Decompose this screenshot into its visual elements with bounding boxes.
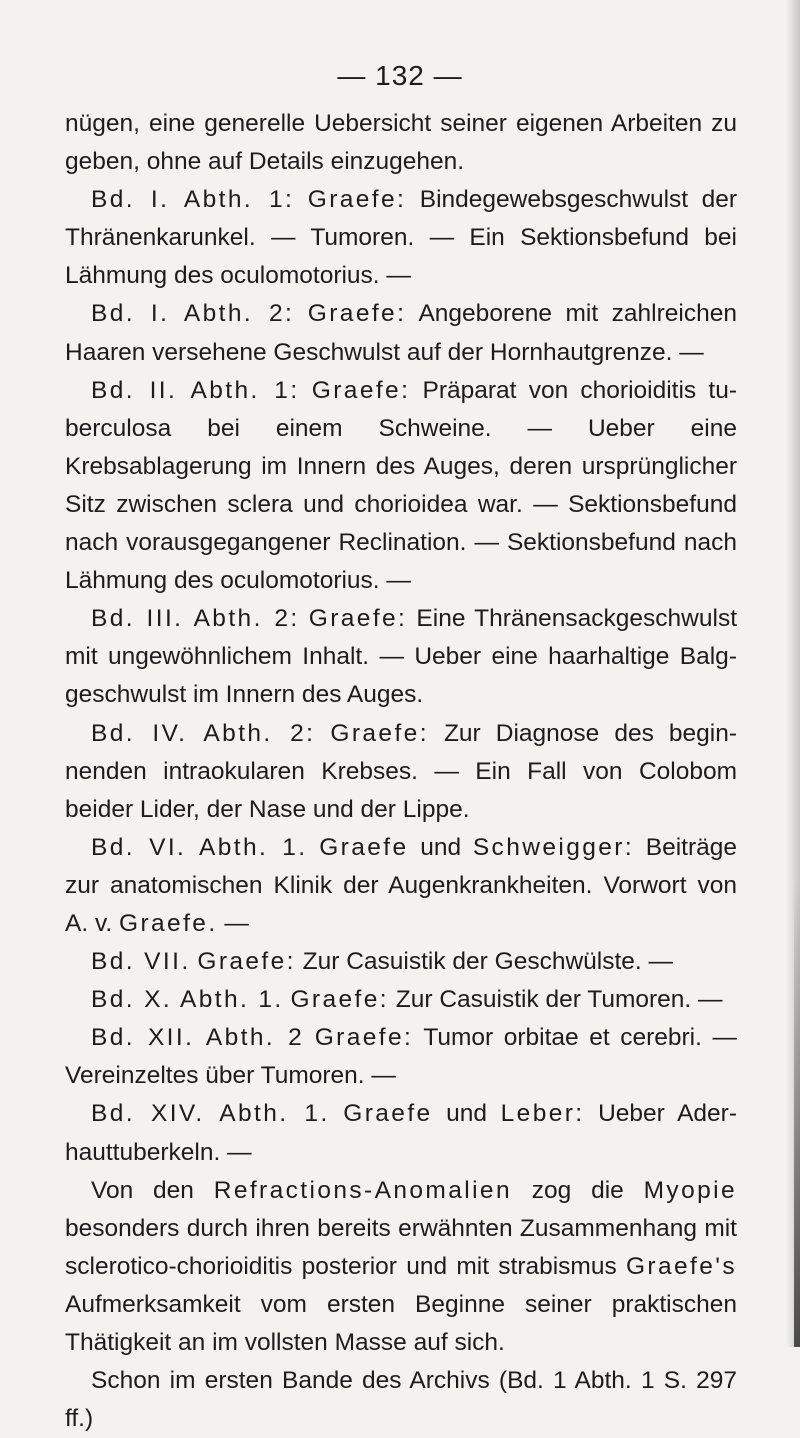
spaced-text-run: Graefe:: [307, 186, 407, 214]
page-edge-dark: [794, 880, 800, 1347]
text-run: Ueber Aderhauttuberkeln. —: [65, 1100, 737, 1166]
spaced-text-run: Graefe:: [290, 986, 389, 1014]
spaced-text-run: Graefe:: [330, 719, 429, 747]
body-text: [65, 105, 737, 1438]
text-run: Zur Casuistik der Geschwülste. —: [295, 948, 674, 976]
text-run: Aufmerksamkeit vom ersten Beginne seiner praktischen Thätigkeit an im vollsten Masse auf sich.: [65, 1290, 737, 1356]
text-run: [304, 1024, 315, 1051]
paragraph-bd-6-abth-1: [65, 829, 737, 943]
text-run: Von den: [91, 1176, 214, 1204]
spaced-text-run: Bd. XIV. Abth. 1.: [91, 1100, 330, 1128]
text-run: und: [408, 833, 473, 861]
spaced-text-run: Bd. VI. Abth. 1.: [91, 833, 308, 861]
spaced-text-run: Graefe.: [119, 909, 218, 937]
paragraph-bd-7: [65, 943, 737, 981]
spaced-text-run: Graefe:: [307, 300, 407, 328]
spaced-text-run: Graefe: [343, 1100, 433, 1128]
text-run: [308, 834, 320, 861]
spaced-text-run: Graefe:: [311, 376, 411, 404]
text-run: [315, 720, 330, 747]
paragraph-archive-reference: [65, 1362, 737, 1438]
text-run: nügen, eine generelle Uebersicht seiner eigenen Arbeiten zu geben, ohne auf Details einzugehen.: [65, 110, 737, 176]
paragraph-bd-1-abth-1: [65, 181, 737, 295]
text-run: [294, 300, 308, 327]
page-number: — 132 —: [337, 60, 463, 91]
spaced-text-run: Bd. I. Abth. 2:: [91, 300, 295, 328]
paragraph-bd-10-abth-1: [65, 981, 737, 1019]
spaced-text-run: Graefe: [319, 833, 409, 861]
text-run: Bindegewebsgeschwulst der Thränenkarunkel. — Tumoren. — Ein Sektionsbefund bei Lähmung des oculomotorius. —: [65, 186, 737, 290]
spaced-text-run: Myopie: [643, 1176, 737, 1204]
spaced-text-run: Graefe:: [308, 605, 408, 633]
spaced-text-run: Graefe:: [197, 948, 296, 976]
text-run: [294, 186, 308, 213]
paragraph-bd-14-abth-1: [65, 1095, 737, 1171]
spaced-text-run: Leber:: [500, 1100, 585, 1128]
text-run: [300, 377, 312, 404]
text-run: Präparat von chorioiditis tuberculosa bei einem Schweine. — Ueber eine Krebsablagerung im Innern des Auges, deren ursprünglicher Sitz zwischen sclera und chorioidea war. — Sektionsbefund nach vorausgegangener Reclination. — Sektionsbefund nach Lähmung des oculomotorius. —: [65, 376, 737, 595]
text-run: Beiträge zur anatomischen Klinik der Augenkrankheiten. Vorwort von A. v.: [65, 833, 737, 937]
spaced-text-run: Bd. VII.: [91, 948, 191, 976]
text-run: zog die: [511, 1176, 644, 1204]
spaced-text-run: Bd. II. Abth. 1:: [91, 376, 300, 404]
text-run: Schon im ersten Bande des Archivs (Bd. 1 Abth. 1 S. 297 ff.): [65, 1367, 737, 1433]
text-run: —: [217, 909, 249, 937]
paragraph-bd-1-abth-2: [65, 295, 737, 371]
spaced-text-run: Graefe's: [625, 1252, 737, 1280]
spaced-text-run: Bd. IV. Abth. 2:: [91, 719, 316, 747]
spaced-text-run: Graefe:: [314, 1024, 414, 1052]
spaced-text-run: Bd. I. Abth. 1:: [91, 186, 295, 214]
paragraph-bd-2-abth-1: [65, 372, 737, 601]
spaced-text-run: Bd. XII. Abth. 2: [91, 1024, 305, 1052]
text-run: Angeborene mit zahlreichen Haaren versehene Geschwulst auf der Hornhautgrenze. —: [65, 300, 737, 366]
text-run: Tumor orbitae et cerebri. — Vereinzeltes über Tumoren. —: [65, 1024, 737, 1090]
spaced-text-run: Bd. X. Abth. 1.: [91, 986, 284, 1014]
text-run: und: [432, 1100, 501, 1128]
paragraph-continuation: [65, 105, 737, 181]
paragraph-bd-12-abth-2: [65, 1019, 737, 1095]
spaced-text-run: Refractions-Anomalien: [213, 1176, 512, 1204]
text-run: [330, 1100, 344, 1127]
text-run: besonders durch ihren bereits erwähnten Zusammenhang mit sclerotico-chorioiditis posterior und mit strabismus: [65, 1214, 737, 1280]
spaced-text-run: Bd. III. Abth. 2:: [91, 605, 300, 633]
text-run: Zur Diagnose des beginnenden intraokularen Krebses. — Ein Fall von Colobom beider Lider, der Nase und der Lippe.: [65, 719, 737, 823]
text-run: [300, 605, 309, 632]
text-run: Eine Thränensackgeschwulst mit ungewöhnlichem Inhalt. — Ueber eine haarhaltige Balggeschwulst im Innern des Auges.: [65, 605, 738, 709]
paragraph-bd-4-abth-2: [65, 715, 737, 829]
spaced-text-run: Schweigger:: [472, 833, 635, 861]
paragraph-refraction-anomalies: [65, 1172, 737, 1362]
paragraph-bd-3-abth-2: [65, 600, 737, 714]
text-run: Zur Casuistik der Tumoren. —: [388, 986, 723, 1014]
